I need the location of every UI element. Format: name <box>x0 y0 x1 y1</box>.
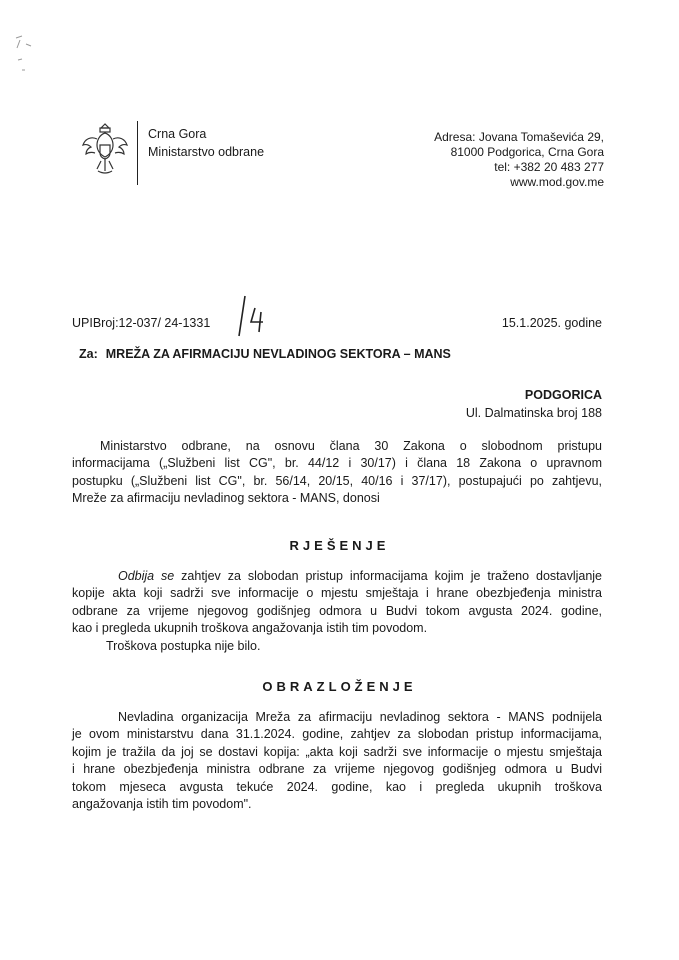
recipient-line <box>79 347 451 361</box>
reasoning-line: angažovanja istih tim povodom". <box>72 797 252 812</box>
decision-line <box>72 568 602 585</box>
costs-line: Troškova postupka nije bilo. <box>106 638 261 653</box>
reasoning-heading: OBRAZLOŽENJE <box>262 679 417 694</box>
decision-paragraph <box>72 568 602 655</box>
handwritten-annotation <box>235 294 275 338</box>
reasoning-paragraph <box>72 709 602 813</box>
intro-line: informacijama („Službeni list CG", br. 44/12 i 30/17) i člana 18 Zakona o upravnom <box>72 456 602 471</box>
address-city: 81000 Podgorica, Crna Gora <box>450 145 604 159</box>
coat-of-arms-icon <box>80 121 130 177</box>
ministry-block <box>148 125 264 161</box>
address-website[interactable]: www.mod.gov.me <box>510 175 604 189</box>
address-phone: tel: +382 20 483 277 <box>494 160 604 174</box>
reasoning-line: je ovom ministarstvu dana 31.1.2024. godine, zahtjev za slobodan pristup informacijama, <box>72 727 602 742</box>
ministry-name: Ministarstvo odbrane <box>148 145 265 159</box>
intro-line: Ministarstvo odbrane, na osnovu člana 30 Zakona o slobodnom pristupu <box>100 439 602 453</box>
document-date: 15.1.2025. godine <box>501 316 602 330</box>
decision-line: kopije akta koji sadrži sve informacije o mjestu smještaja i hrane obezbjeđenja ministra <box>72 586 602 601</box>
margin-scribble <box>12 30 42 75</box>
recipient-city: PODGORICA <box>524 388 602 402</box>
decision-first-word: Odbija se <box>118 569 175 583</box>
decision-line: odbrane za vrijeme njegovog godišnjeg odmora u Budvi tokom avgusta 2024. godine, <box>72 603 602 618</box>
reasoning-line: tokom mjeseca avgusta tekuće 2024. godine, kao i pregleda ukupnih troškova <box>72 779 602 794</box>
decision-heading: RJEŠENJE <box>289 538 390 553</box>
reference-number: UPIBroj:12-037/ 24-1331 <box>72 316 211 330</box>
recipient-label: Za: <box>79 347 98 361</box>
recipient-street: Ul. Dalmatinska broj 188 <box>465 406 602 420</box>
intro-paragraph <box>72 438 602 508</box>
decision-line-rest: zahtjev za slobodan pristup informacijama kojim je traženo dostavljanje <box>174 569 603 583</box>
recipient-name: MREŽA ZA AFIRMACIJU NEVLADINOG SEKTORA – MANS <box>105 347 451 361</box>
decision-line: kao i pregleda ukupnih troškova angažovanja istih tim povodom. <box>72 621 428 636</box>
header-divider <box>137 121 138 185</box>
intro-line: postupku („Službeni list CG", br. 56/14, 20/15, 40/16 i 37/17), postupajući po zahtjevu, <box>72 473 602 488</box>
address-street: Adresa: Jovana Tomaševića 29, <box>434 130 604 144</box>
intro-line: Mreže za afirmaciju nevladinog sektora - MANS, donosi <box>72 491 380 506</box>
reasoning-line: kojim je tražila da joj se dostavi kopija: „akta koji sadrži sve informacije o mjestu smještaja <box>72 744 602 759</box>
reasoning-line: Nevladina organizacija Mreža za afirmaciju nevladinog sektora - MANS podnijela <box>118 710 602 724</box>
country-name: Crna Gora <box>148 127 207 141</box>
reasoning-line: i hrane obezbjeđenja ministra odbrane za vrijeme njegovog godišnjeg odmora u Budvi <box>72 762 602 777</box>
address-block <box>434 130 604 190</box>
